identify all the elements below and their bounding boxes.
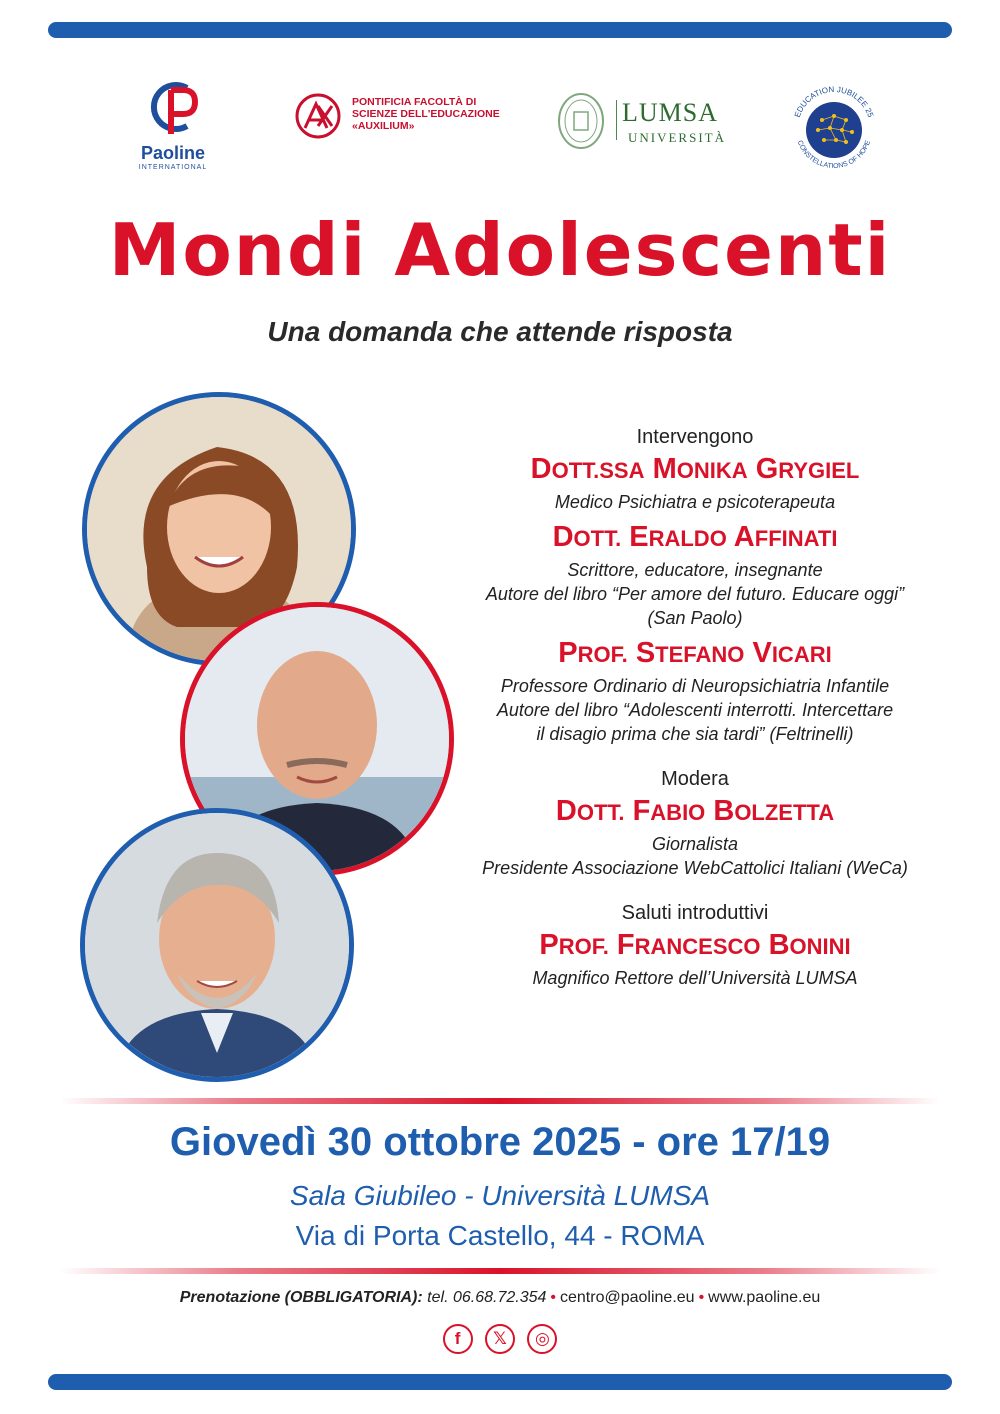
social-links	[0, 1324, 1000, 1354]
auxilium-seal-icon	[294, 92, 342, 140]
booking-phone[interactable]: tel. 06.68.72.354	[427, 1289, 547, 1306]
speaker-desc: Autore del libro “Per amore del futuro. Educare oggi”	[485, 584, 905, 604]
speaker-desc: Medico Psichiatra e psicoterapeuta	[554, 492, 836, 512]
bottom-bar	[48, 1374, 952, 1390]
lumsa-sub: UNIVERSITÀ	[628, 130, 726, 145]
speaker-name: DOTT. FABIO BOLZETTA	[555, 795, 835, 827]
speaker-desc: (San Paolo)	[647, 608, 743, 628]
paoline-sub: INTERNATIONAL	[138, 164, 208, 171]
divider-bottom	[60, 1268, 940, 1274]
speaker-bolzetta	[450, 792, 940, 880]
portrait-grey-haired-man-image	[85, 813, 349, 1077]
speaker-grygiel	[450, 450, 940, 514]
booking-info: Prenotazione (OBBLIGATORIA): tel. 06.68.72.354 • centro@paoline.eu • www.paoline.eu	[179, 1289, 821, 1306]
speaker-desc: Magnifico Rettore dell’Università LUMSA	[532, 968, 858, 988]
auxilium-logo	[294, 92, 504, 142]
event-address: Via di Porta Castello, 44 - ROMA	[295, 1220, 705, 1251]
speaker-desc: Giornalista	[651, 834, 739, 854]
intervengono-label: Intervengono	[636, 426, 754, 448]
facebook-icon[interactable]: f	[443, 1324, 473, 1354]
paoline-logo	[128, 78, 218, 178]
paoline-name: Paoline	[140, 143, 206, 163]
speaker-name: PROF. STEFANO VICARI	[558, 637, 832, 669]
event-date: Giovedì 30 ottobre 2025 - ore 17/19	[169, 1120, 831, 1164]
svg-text:EDUCATION JUBILEE 25: EDUCATION JUBILEE 25	[792, 84, 876, 119]
speaker-affinati	[450, 518, 940, 630]
portrait-grey-haired-man	[80, 808, 354, 1082]
top-bar	[48, 22, 952, 38]
speaker-name: DOTT. ERALDO AFFINATI	[552, 521, 838, 553]
speaker-desc: Autore del libro “Adolescenti interrotti. Intercettare	[496, 700, 894, 720]
svg-text:CONSTELLATIONS OF HOPE: CONSTELLATIONS OF HOPE	[795, 139, 873, 171]
saluti-label: Saluti introduttivi	[621, 902, 769, 924]
lumsa-divider	[616, 100, 617, 140]
modera-label: Modera	[661, 768, 729, 790]
event-venue: Sala Giubileo - Università LUMSA	[289, 1180, 711, 1211]
jubilee-logo	[784, 78, 884, 178]
lumsa-seal-icon	[556, 92, 606, 150]
speaker-vicari	[450, 634, 940, 746]
speakers-list	[450, 424, 940, 994]
speaker-name: PROF. FRANCESCO BONINI	[539, 929, 851, 961]
speaker-desc: Scrittore, educatore, insegnante	[567, 560, 823, 580]
booking-website[interactable]: www.paoline.eu	[708, 1289, 821, 1306]
divider-top	[60, 1098, 940, 1104]
event-subtitle: Una domanda che attende risposta	[267, 316, 733, 347]
lumsa-logo	[556, 92, 736, 152]
booking-label: Prenotazione (OBBLIGATORIA):	[179, 1289, 423, 1306]
lumsa-name: LUMSA	[622, 98, 719, 127]
speaker-bonini	[450, 926, 940, 990]
speaker-desc: Presidente Associazione WebCattolici Italiani (WeCa)	[482, 858, 908, 878]
jubilee-badge-icon	[784, 78, 884, 178]
speaker-desc: Professore Ordinario di Neuropsichiatria Infantile	[500, 676, 890, 696]
paoline-mark-icon	[143, 78, 203, 136]
event-title: Mondi Adolescenti	[108, 208, 892, 292]
auxilium-text: PONTIFICIA FACOLTÀ DI SCIENZE DELL'EDUCAZIONE «AUXILIUM»	[352, 96, 500, 132]
speaker-desc: il disagio prima che sia tardi” (Feltrinelli)	[536, 724, 854, 744]
x-icon[interactable]: 𝕏	[485, 1324, 515, 1354]
instagram-icon[interactable]: ◎	[527, 1324, 557, 1354]
booking-email[interactable]: centro@paoline.eu	[560, 1289, 695, 1306]
speaker-name: DOTT.SSA MONIKA GRYGIEL	[530, 453, 860, 485]
